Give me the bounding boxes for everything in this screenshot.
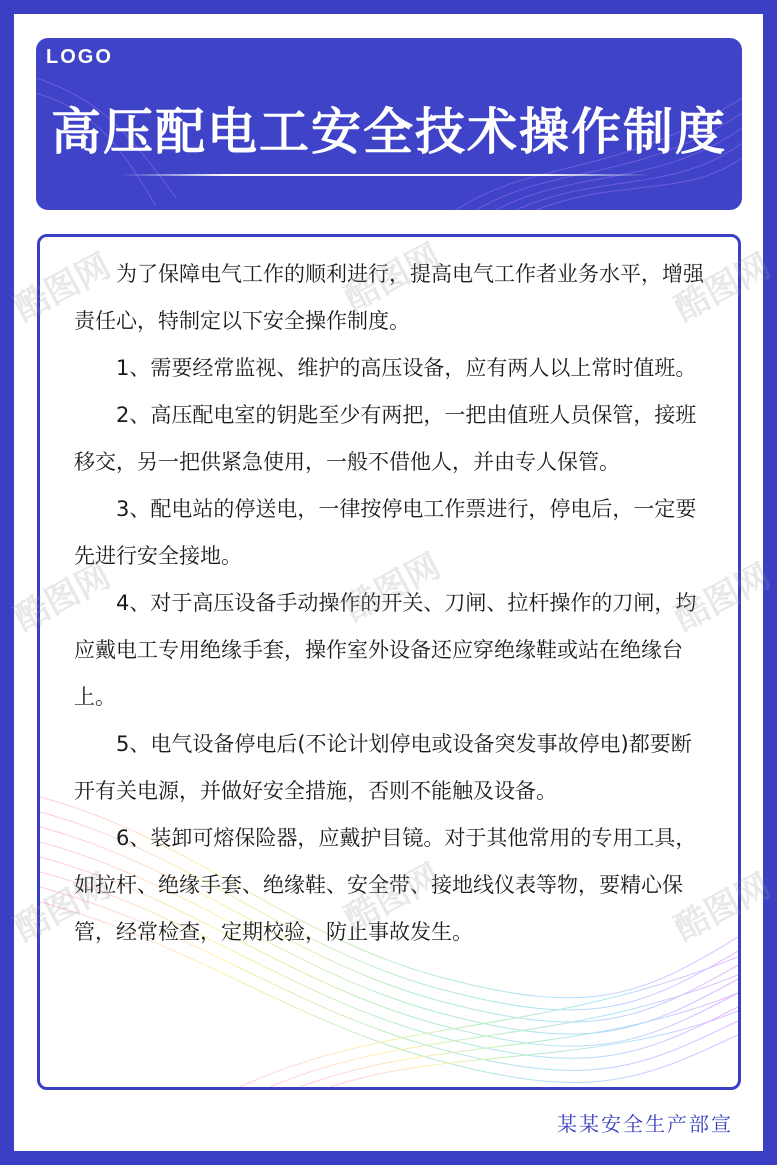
watermark-mark: 酷图网 [8, 865, 118, 950]
title-banner [36, 38, 742, 210]
logo: LOGO [46, 46, 113, 68]
watermark-mark: 酷图网 [338, 855, 448, 940]
rule-4: 4、对于高压设备手动操作的开关、刀闸、拉杆操作的刀闸，均应戴电工专用绝缘手套，操作室外设备还应穿绝缘鞋或站在绝缘台上。 [74, 591, 697, 709]
page-title: 高压配电工安全技术操作制度 [51, 103, 727, 161]
rule-2: 2、高压配电室的钥匙至少有两把，一把由值班人员保管，接班移交，另一把供紧急使用，一般不借他人，并由专人保管。 [74, 403, 697, 474]
watermark-mark: 酷图网 [668, 555, 777, 640]
rule-6: 6、装卸可熔保险器，应戴护目镜。对于其他常用的专用工具，如拉杆、绝缘手套、绝缘鞋、安全带、接地线仪表等物，要精心保管，经常检查，定期校验，防止事故发生。 [74, 826, 697, 944]
watermark-mark: 酷图网 [8, 245, 118, 330]
content-panel [37, 234, 741, 1090]
title-divider [120, 174, 650, 176]
rule-3: 3、配电站的停送电，一律按停电工作票进行，停电后，一定要先进行安全接地。 [74, 497, 697, 568]
intro-paragraph: 为了保障电气工作的顺利进行，提高电气工作者业务水平，增强责任心，特制定以下安全操作制度。 [74, 262, 704, 333]
watermark-mark: 酷图网 [668, 245, 777, 330]
watermark-mark: 酷图网 [668, 865, 777, 950]
watermark-mark: 酷图网 [8, 555, 118, 640]
rule-5: 5、电气设备停电后(不论计划停电或设备突发事故停电)都要断开有关电源，并做好安全措施，否则不能触及设备。 [74, 732, 692, 803]
regulation-text [74, 251, 710, 956]
watermark-mark: 酷图网 [338, 545, 448, 630]
watermark-mark: 酷图网 [338, 235, 448, 320]
department-signature: 某某安全生产部宣 [557, 1112, 733, 1136]
rule-1: 1、需要经常监视、维护的高压设备，应有两人以上常时值班。 [116, 356, 697, 380]
